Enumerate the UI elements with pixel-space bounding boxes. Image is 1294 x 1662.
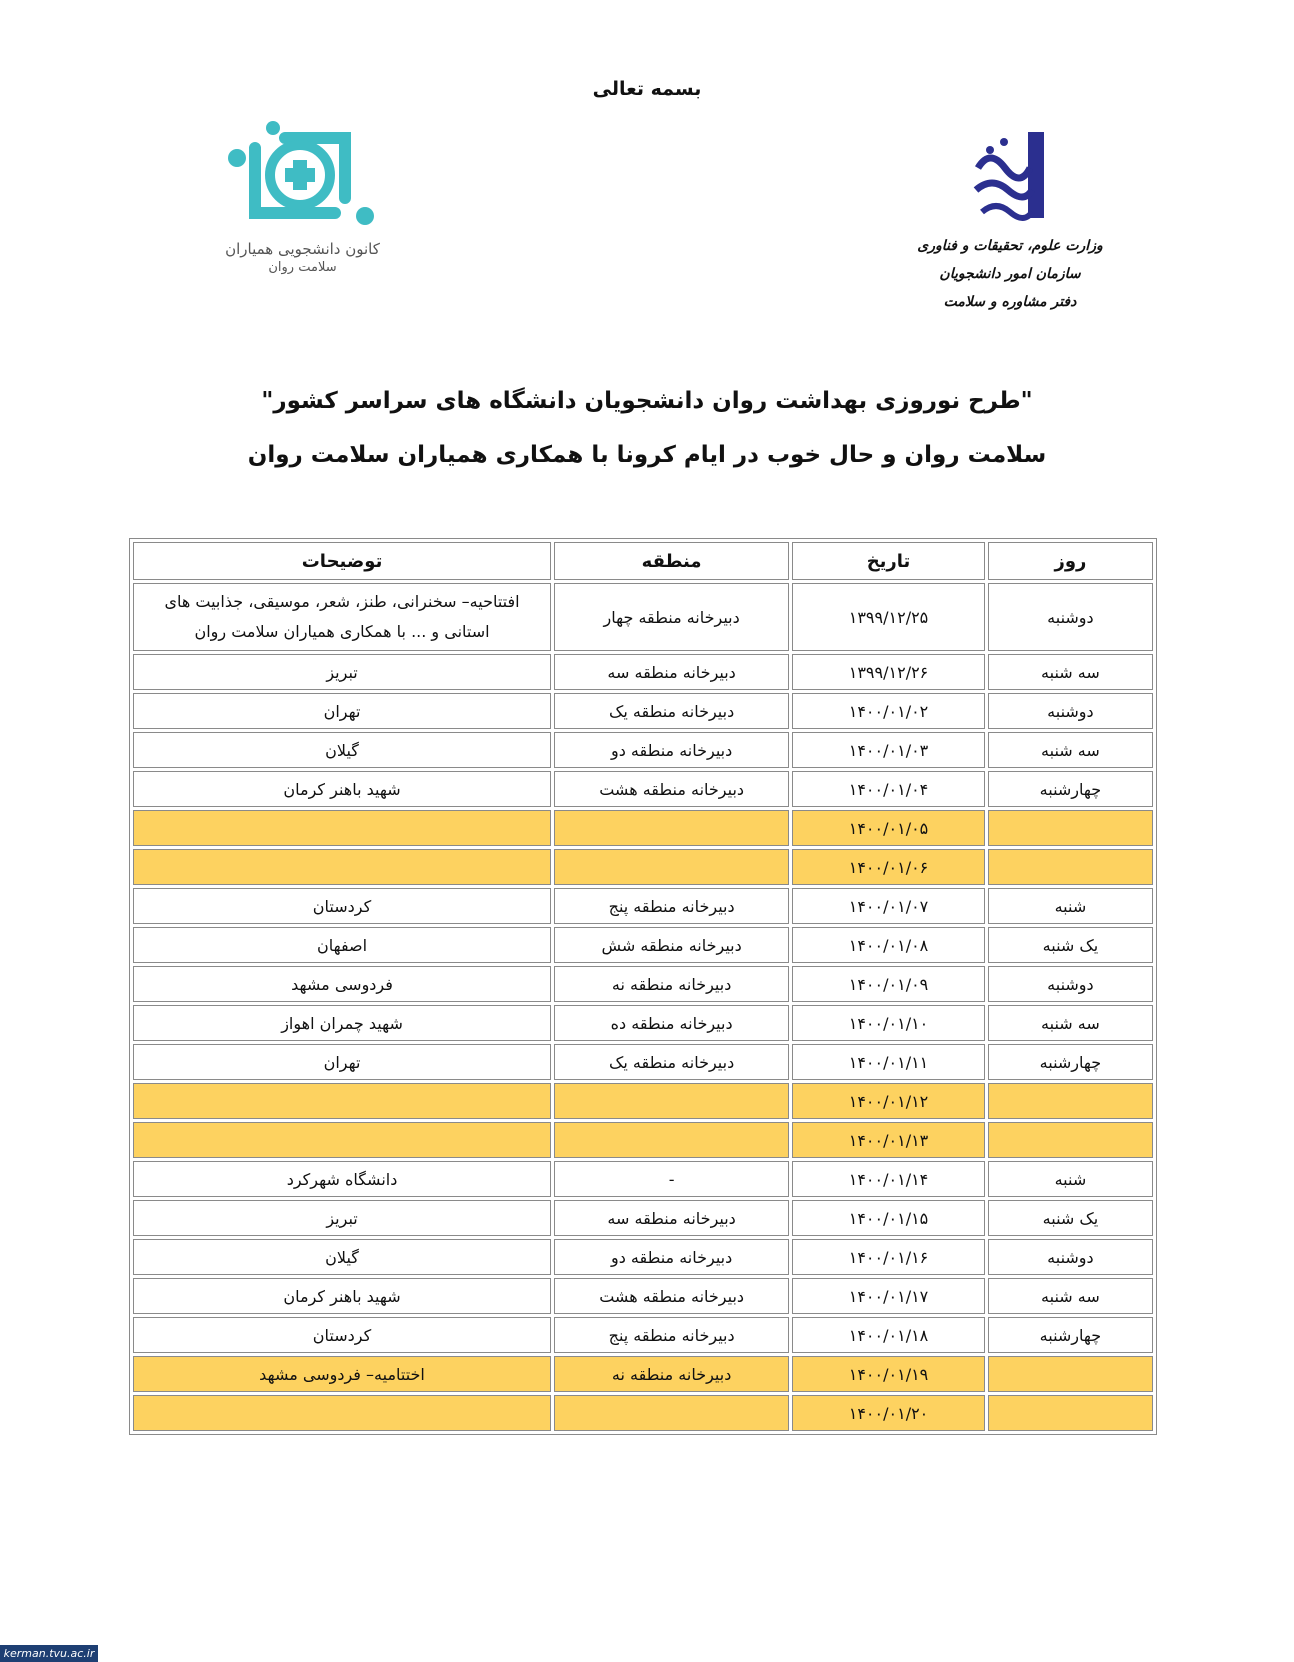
cell-region <box>554 810 789 846</box>
cell-region: دبیرخانه منطقه ده <box>554 1005 789 1041</box>
site-watermark: kerman.tvu.ac.ir <box>0 1645 98 1662</box>
cell-day: شنبه <box>988 888 1153 924</box>
table-row <box>133 1122 1153 1158</box>
hamyaran-caption-line-1: کانون دانشجویی همیاران <box>225 240 380 258</box>
ministry-line-1: وزارت علوم، تحقیقات و فناوری <box>917 238 1103 254</box>
cell-description: کردستان <box>133 888 551 924</box>
cell-description: افتتاحیه– سخنرانی، طنز، شعر، موسیقی، جذابیت های استانی و ... با همکاری همیاران سلامت روان <box>133 583 551 651</box>
cell-day: دوشنبه <box>988 1239 1153 1275</box>
cell-day <box>988 810 1153 846</box>
cell-day: سه شنبه <box>988 732 1153 768</box>
table-row <box>133 810 1153 846</box>
cell-region: دبیرخانه منطقه نه <box>554 1356 789 1392</box>
cell-region: دبیرخانه منطقه پنج <box>554 888 789 924</box>
cell-date: ۱۴۰۰/۰۱/۱۷ <box>792 1278 985 1314</box>
cell-date: ۱۴۰۰/۰۱/۰۹ <box>792 966 985 1002</box>
cell-date: ۱۳۹۹/۱۲/۲۵ <box>792 583 985 651</box>
cell-description <box>133 849 551 885</box>
cell-region <box>554 1122 789 1158</box>
cell-region <box>554 1083 789 1119</box>
cell-region: دبیرخانه منطقه سه <box>554 1200 789 1236</box>
cell-description: اختتامیه– فردوسی مشهد <box>133 1356 551 1392</box>
cell-day <box>988 1122 1153 1158</box>
cell-region: دبیرخانه منطقه چهار <box>554 583 789 651</box>
header-description: توضیحات <box>133 542 551 580</box>
table-row <box>133 927 1153 963</box>
cell-day: چهارشنبه <box>988 1317 1153 1353</box>
cell-description: شهید باهنر کرمان <box>133 1278 551 1314</box>
table-row <box>133 771 1153 807</box>
cell-region: دبیرخانه منطقه هشت <box>554 771 789 807</box>
hamyaran-caption-line-2: سلامت روان <box>268 260 337 275</box>
cell-description: تبریز <box>133 654 551 690</box>
cell-date: ۱۳۹۹/۱۲/۲۶ <box>792 654 985 690</box>
cell-date: ۱۴۰۰/۰۱/۱۸ <box>792 1317 985 1353</box>
cell-description <box>133 1122 551 1158</box>
cell-day: شنبه <box>988 1161 1153 1197</box>
cell-description: تهران <box>133 693 551 729</box>
table-row <box>133 1239 1153 1275</box>
cell-description <box>133 1395 551 1431</box>
cell-description: شهید باهنر کرمان <box>133 771 551 807</box>
cell-day <box>988 1395 1153 1431</box>
cell-day: دوشنبه <box>988 583 1153 651</box>
cell-region <box>554 849 789 885</box>
table-row <box>133 888 1153 924</box>
cell-date: ۱۴۰۰/۰۱/۱۳ <box>792 1122 985 1158</box>
table-row <box>133 1200 1153 1236</box>
ministry-logo <box>905 128 1115 316</box>
cell-description: گیلان <box>133 732 551 768</box>
cell-date: ۱۴۰۰/۰۱/۰۴ <box>792 771 985 807</box>
header-date: تاریخ <box>792 542 985 580</box>
cell-description: تبریز <box>133 1200 551 1236</box>
cell-day: یک شنبه <box>988 927 1153 963</box>
hamyaran-emblem-icon <box>215 118 390 238</box>
cell-description <box>133 810 551 846</box>
cell-description: کردستان <box>133 1317 551 1353</box>
cell-day: سه شنبه <box>988 1005 1153 1041</box>
cell-region: دبیرخانه منطقه شش <box>554 927 789 963</box>
cell-region: دبیرخانه منطقه پنج <box>554 1317 789 1353</box>
cell-region: دبیرخانه منطقه هشت <box>554 1278 789 1314</box>
cell-day: سه شنبه <box>988 654 1153 690</box>
cell-region <box>554 1395 789 1431</box>
cell-region: دبیرخانه منطقه یک <box>554 693 789 729</box>
cell-date: ۱۴۰۰/۰۱/۲۰ <box>792 1395 985 1431</box>
cell-date: ۱۴۰۰/۰۱/۰۲ <box>792 693 985 729</box>
cell-description: فردوسی مشهد <box>133 966 551 1002</box>
cell-day: دوشنبه <box>988 693 1153 729</box>
cell-day: سه شنبه <box>988 1278 1153 1314</box>
table-row <box>133 693 1153 729</box>
cell-description: گیلان <box>133 1239 551 1275</box>
cell-region: دبیرخانه منطقه یک <box>554 1044 789 1080</box>
cell-description: تهران <box>133 1044 551 1080</box>
cell-day: چهارشنبه <box>988 1044 1153 1080</box>
cell-day: یک شنبه <box>988 1200 1153 1236</box>
cell-region: دبیرخانه منطقه دو <box>554 732 789 768</box>
cell-date: ۱۴۰۰/۰۱/۰۷ <box>792 888 985 924</box>
cell-description: دانشگاه شهرکرد <box>133 1161 551 1197</box>
header-day: روز <box>988 542 1153 580</box>
table-row <box>133 1278 1153 1314</box>
table-row <box>133 1356 1153 1392</box>
cell-date: ۱۴۰۰/۰۱/۱۵ <box>792 1200 985 1236</box>
cell-date: ۱۴۰۰/۰۱/۱۹ <box>792 1356 985 1392</box>
table-row <box>133 966 1153 1002</box>
cell-date: ۱۴۰۰/۰۱/۱۱ <box>792 1044 985 1080</box>
cell-date: ۱۴۰۰/۰۱/۰۶ <box>792 849 985 885</box>
table-row <box>133 1317 1153 1353</box>
cell-day <box>988 1083 1153 1119</box>
table-row <box>133 583 1153 651</box>
cell-description: اصفهان <box>133 927 551 963</box>
document-title: "طرح نوروزی بهداشت روان دانشجویان دانشگاه های سراسر کشور" <box>261 388 1033 414</box>
cell-date: ۱۴۰۰/۰۱/۱۰ <box>792 1005 985 1041</box>
cell-region: دبیرخانه منطقه سه <box>554 654 789 690</box>
cell-day <box>988 1356 1153 1392</box>
document-subtitle: سلامت روان و حال خوب در ایام کرونا با همکاری همیاران سلامت روان <box>247 442 1047 468</box>
cell-day: چهارشنبه <box>988 771 1153 807</box>
table-row <box>133 732 1153 768</box>
student-affairs-emblem-icon <box>970 128 1050 228</box>
cell-description <box>133 1083 551 1119</box>
bismillah-heading: بسمه تعالی <box>592 78 702 100</box>
cell-description: شهید چمران اهواز <box>133 1005 551 1041</box>
cell-region: دبیرخانه منطقه دو <box>554 1239 789 1275</box>
cell-date: ۱۴۰۰/۰۱/۰۸ <box>792 927 985 963</box>
header-region: منطقه <box>554 542 789 580</box>
schedule-table <box>129 538 1157 1435</box>
ministry-line-2: سازمان امور دانشجویان <box>939 266 1081 282</box>
cell-date: ۱۴۰۰/۰۱/۰۵ <box>792 810 985 846</box>
table-row <box>133 1161 1153 1197</box>
hamyaran-logo <box>215 118 390 275</box>
cell-day: دوشنبه <box>988 966 1153 1002</box>
table-row <box>133 1044 1153 1080</box>
table-header-row <box>133 542 1153 580</box>
table-row <box>133 654 1153 690</box>
table-row <box>133 1395 1153 1431</box>
table-row <box>133 1083 1153 1119</box>
cell-date: ۱۴۰۰/۰۱/۱۶ <box>792 1239 985 1275</box>
ministry-line-3: دفتر مشاوره و سلامت <box>943 294 1077 310</box>
cell-region: - <box>554 1161 789 1197</box>
table-row <box>133 1005 1153 1041</box>
cell-date: ۱۴۰۰/۰۱/۱۲ <box>792 1083 985 1119</box>
cell-date: ۱۴۰۰/۰۱/۰۳ <box>792 732 985 768</box>
cell-day <box>988 849 1153 885</box>
cell-region: دبیرخانه منطقه نه <box>554 966 789 1002</box>
cell-date: ۱۴۰۰/۰۱/۱۴ <box>792 1161 985 1197</box>
table-row <box>133 849 1153 885</box>
